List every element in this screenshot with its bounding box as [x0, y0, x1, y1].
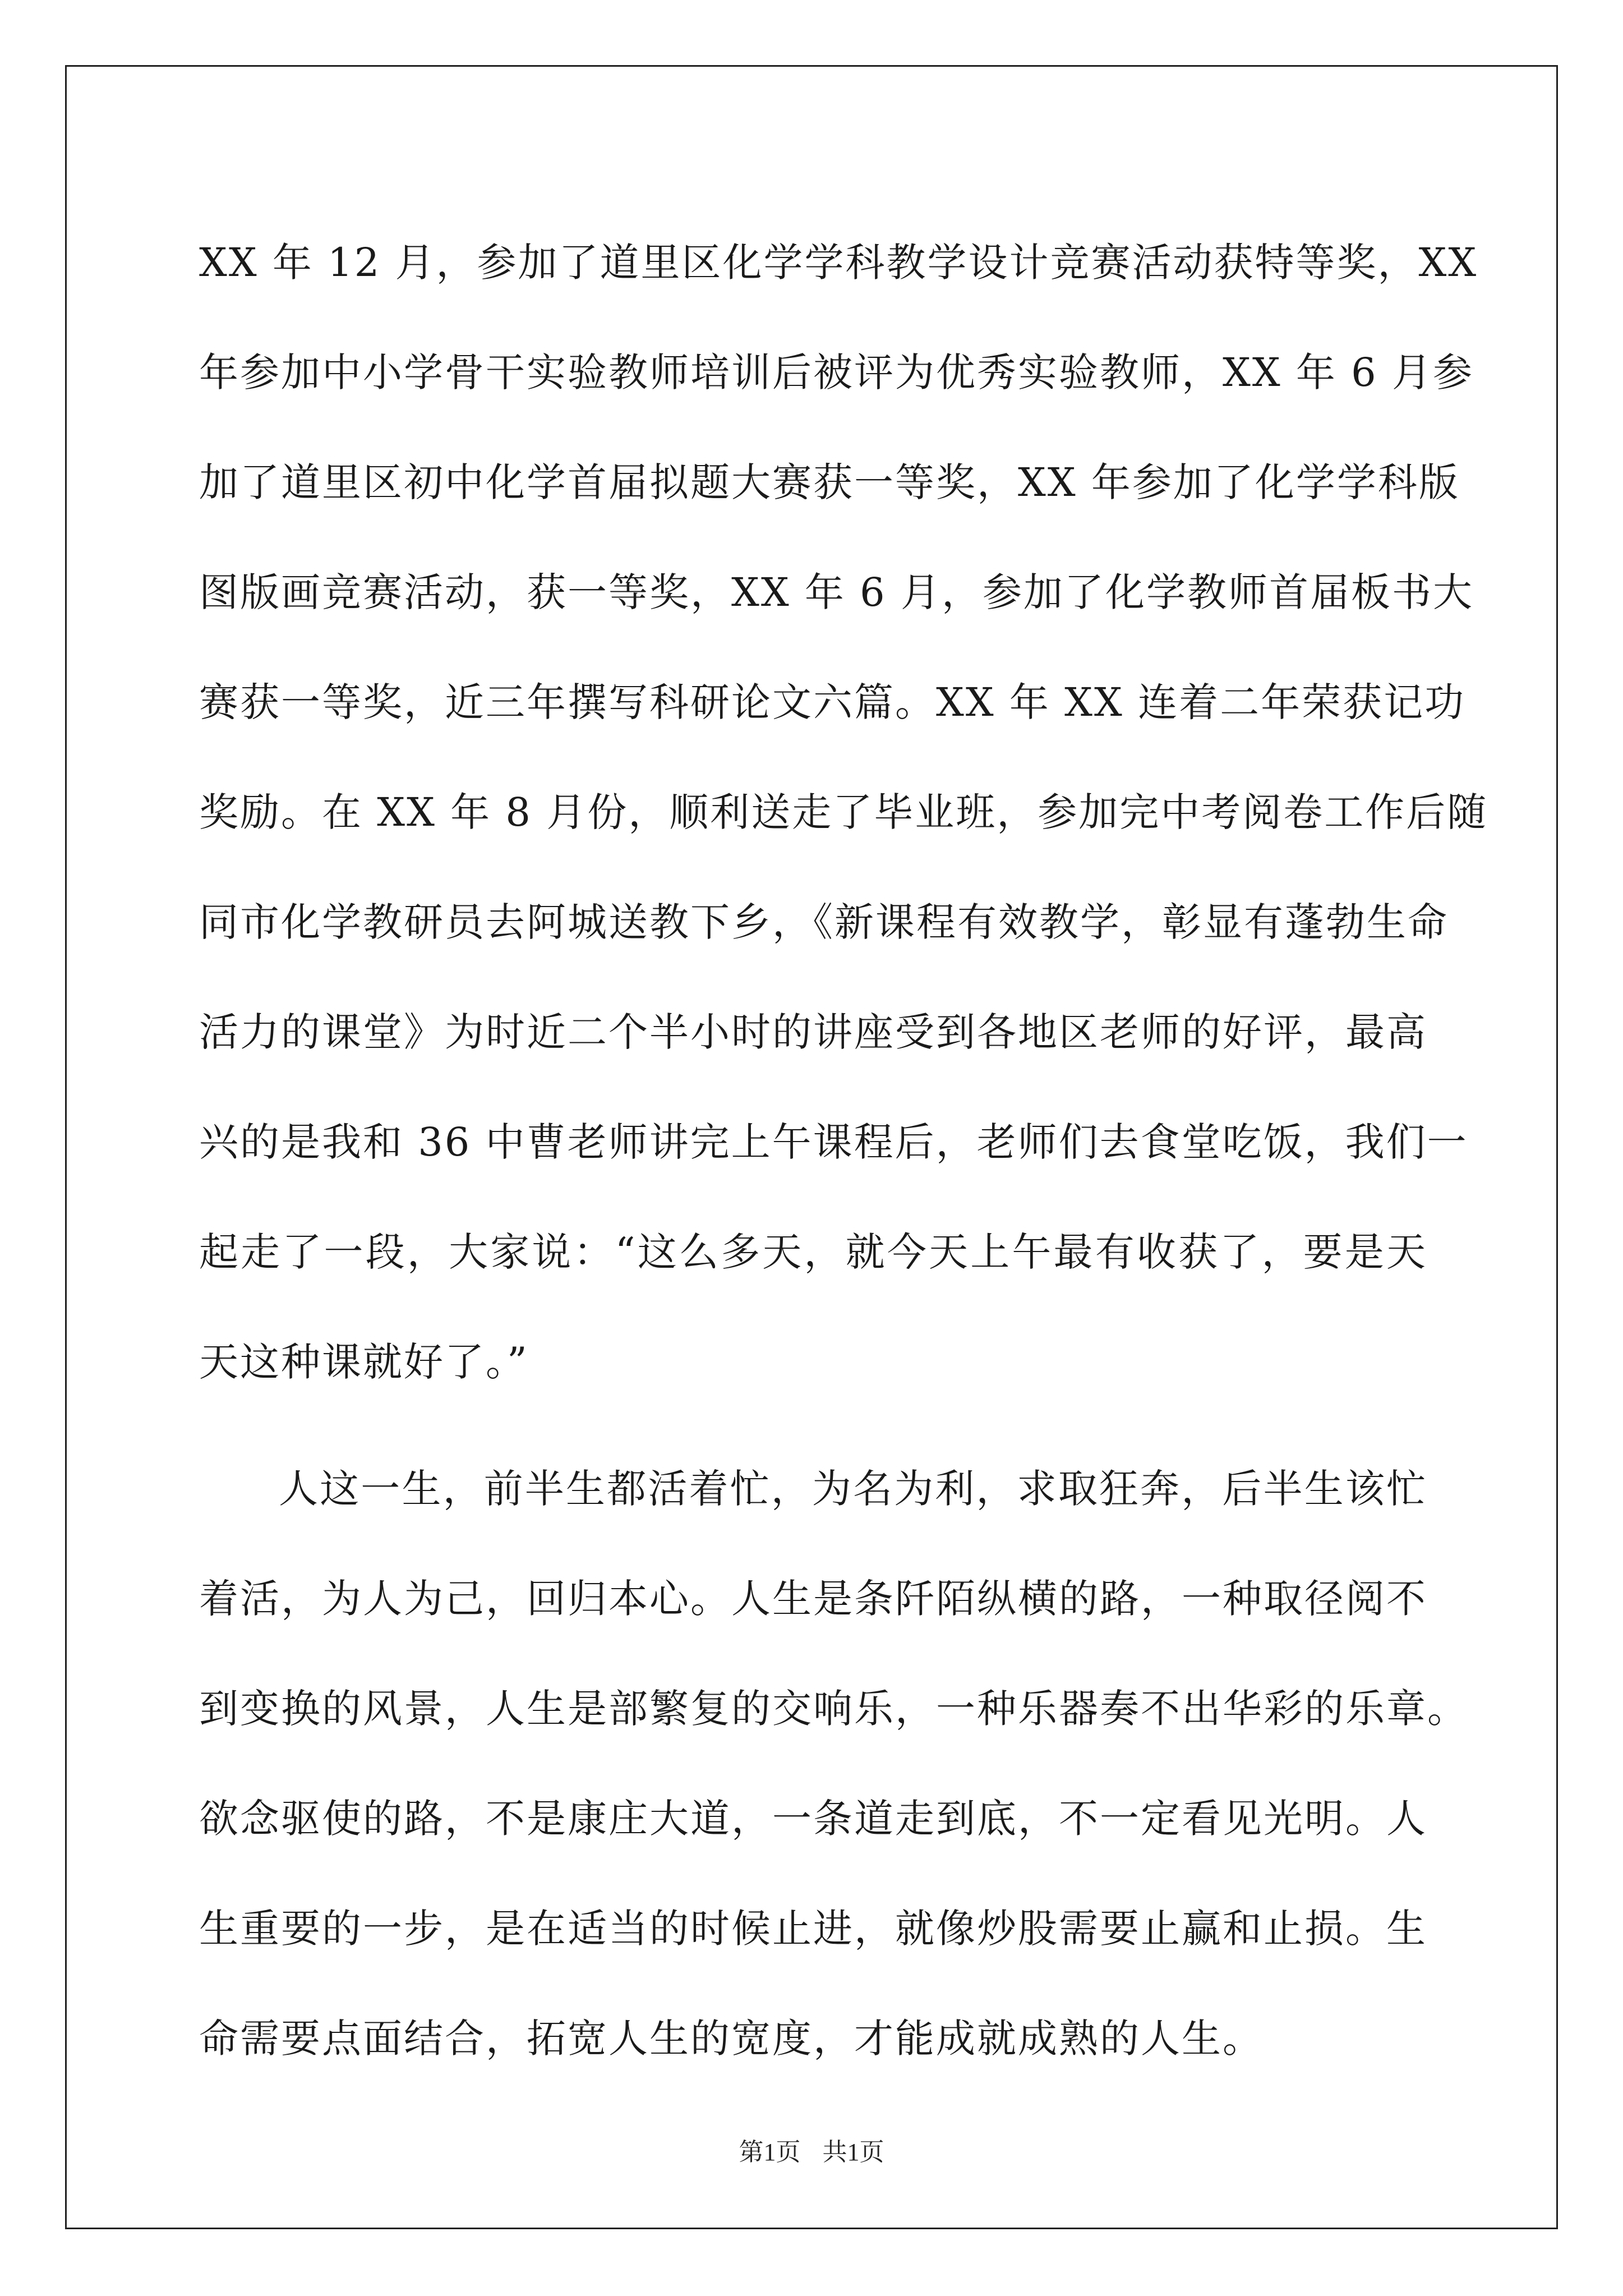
text-line: 到变换的风景，人生是部繁复的交响乐，一种乐器奏不出华彩的乐章。 — [199, 1686, 1468, 1732]
text-line: 图版画竞赛活动，获一等奖，XX 年 6 月，参加了化学教师首届板书大 — [199, 569, 1474, 615]
page-number: 第1页 — [739, 2138, 801, 2166]
page-total: 共1页 — [822, 2138, 884, 2166]
text-line: 着活，为人为己，回归本心。人生是条阡陌纵横的路，一种取径阅不 — [199, 1576, 1427, 1622]
text-line: 兴的是我和 36 中曹老师讲完上午课程后，老师们去食堂吃饭，我们一 — [199, 1119, 1468, 1165]
page-footer — [0, 2132, 1623, 2168]
paragraph — [199, 208, 1488, 1417]
text-line: 人这一生，前半生都活着忙，为名为利，求取狂奔，后半生该忙 — [279, 1466, 1427, 1512]
text-line: XX 年 12 月，参加了道里区化学学科教学设计竞赛活动获特等奖，XX — [199, 240, 1478, 286]
text-line: 奖励。在 XX 年 8 月份，顺利送走了毕业班，参加完中考阅卷工作后随 — [199, 789, 1488, 835]
text-line: 生重要的一步，是在适当的时候止进，就像炒股需要止赢和止损。生 — [199, 1906, 1427, 1952]
paragraph — [199, 1434, 1468, 2093]
text-line: 起走了一段，大家说：“这么多天，就今天上午最有收获了，要是天 — [199, 1229, 1427, 1275]
text-line: 同市化学教研员去阿城送教下乡，《新课程有效教学，彰显有蓬勃生命 — [199, 899, 1449, 945]
paragraph-spacer — [199, 1417, 1427, 1434]
text-line: 天这种课就好了。” — [199, 1339, 529, 1385]
text-line: 加了道里区初中化学首届拟题大赛获一等奖，XX 年参加了化学学科版 — [199, 459, 1460, 505]
document-body — [199, 208, 1488, 2093]
text-line: 赛获一等奖，近三年撰写科研论文六篇。XX 年 XX 连着二年荣获记功 — [199, 679, 1466, 725]
text-line: 年参加中小学骨干实验教师培训后被评为优秀实验教师，XX 年 6 月参 — [199, 349, 1474, 395]
text-line: 命需要点面结合，拓宽人生的宽度，才能成就成熟的人生。 — [199, 2016, 1264, 2062]
text-line: 欲念驱使的路，不是康庄大道，一条道走到底，不一定看见光明。人 — [199, 1796, 1427, 1842]
text-line: 活力的课堂》为时近二个半小时的讲座受到各地区老师的好评，最高 — [199, 1009, 1427, 1055]
